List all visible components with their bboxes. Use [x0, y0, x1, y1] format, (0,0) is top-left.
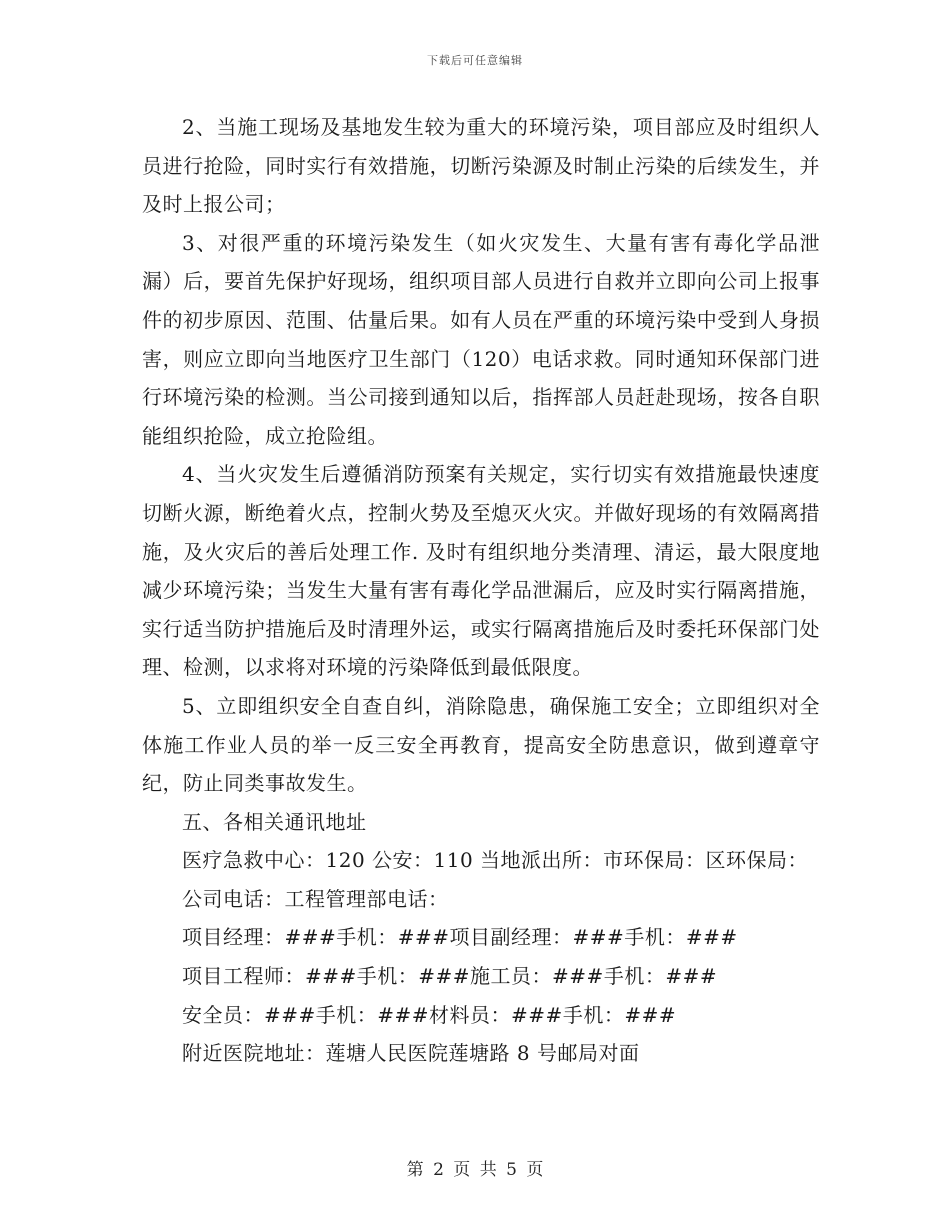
contact-line-project-engineer: 项目工程师：###手机：###施工员：###手机：###	[182, 964, 718, 989]
contact-line-safety-officer: 安全员：###手机：###材料员：###手机：###	[182, 1002, 677, 1027]
paragraph-item-2: 2、当施工现场及基地发生较为重大的环境污染，项目部应及时组织人员进行抢险，同时实行有效措施，切断污染源及时制止污染的后续发生，并及时上报公司；	[142, 115, 820, 217]
page-number: 第 2 页 共 5 页	[406, 1160, 544, 1180]
paragraph-item-5: 5、立即组织安全自查自纠，消除隐患，确保施工安全；立即组织对全体施工作业人员的举一反三安全再教育，提高安全防患意识，做到遵章守纪，防止同类事故发生。	[142, 693, 820, 796]
document-body	[142, 108, 820, 1073]
contact-line-company: 公司电话：工程管理部电话：	[182, 886, 449, 911]
contact-line-emergency: 医疗急救中心：120 公安：110 当地派出所：市环保局：区环保局：	[182, 848, 809, 873]
contact-line-hospital-address: 附近医院地址：莲塘人民医院莲塘路 8 号邮局对面	[182, 1041, 640, 1066]
section-heading: 五、各相关通讯地址	[182, 809, 367, 834]
page-header: 下载后可任意编辑	[427, 54, 523, 67]
paragraph-item-3: 3、对很严重的环境污染发生（如火灾发生、大量有害有毒化学品泄漏）后，要首先保护好现场，组织项目部人员进行自救并立即向公司上报事件的初步原因、范围、估量后果。如有人员在严重的环境污染中受到人身损害，则应立即向当地医疗卫生部门（120）电话求救。同时通知环保部门进行环境污染的检测。当公司接到通知以后，指挥部人员赶赴现场，按各自职能组织抢险，成立抢险组。	[142, 230, 820, 448]
paragraph-item-4: 4、当火灾发生后遵循消防预案有关规定，实行切实有效措施最快速度切断火源，断绝着火点，控制火势及至熄灭火灾。并做好现场的有效隔离措施，及火灾后的善后处理工作. 及时有组织地分类清理、清运，最大限度地减少环境污染；当发生大量有害有毒化学品泄漏后，应及时实行隔离措施，实行适当防护措施后及时清理外运，或实行隔离措施后及时委托环保部门处理、检测，以求将对环境的污染降低到最低限度。	[142, 462, 820, 680]
contact-line-project-manager: 项目经理：###手机：###项目副经理：###手机：###	[182, 925, 738, 950]
